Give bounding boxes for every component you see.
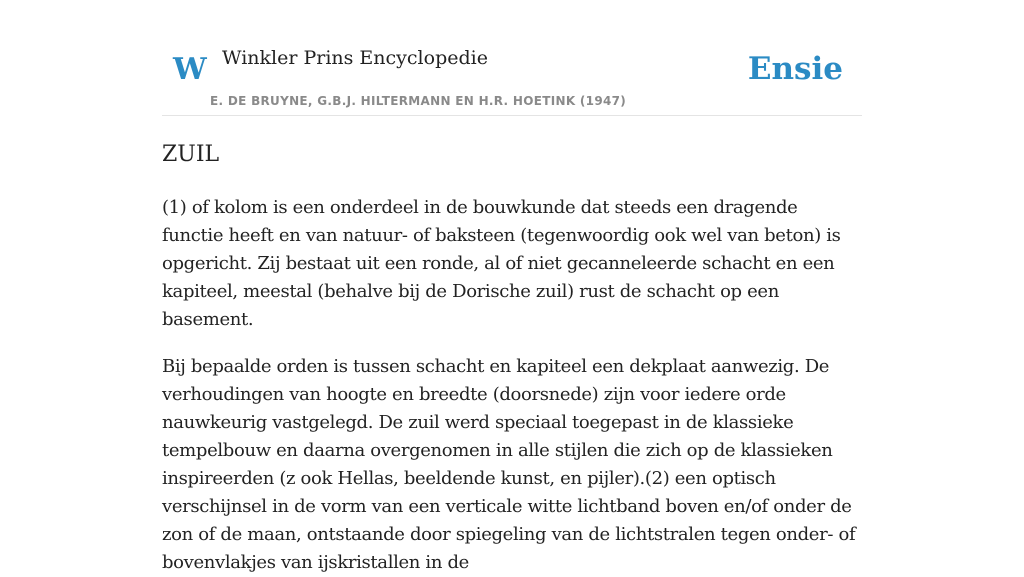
source-title-link[interactable]: Winkler Prins Encyclopedie [222, 47, 488, 69]
ensie-logo-link[interactable]: Ensie [747, 51, 843, 87]
encyclopedia-logo-icon[interactable]: W [173, 52, 207, 87]
entry-body [162, 194, 862, 577]
entry-paragraph: Bij bepaalde orden is tussen schacht en kapiteel een dekplaat aanwezig. De verhoudingen van hoogte en breedte (doorsnede) zijn voor iedere orde nauwkeurig vastgelegd. De zuil werd speciaal toegepast in de klassieke tempelbouw en daarna overgenomen in alle stijlen die zich op de klassieken inspireerden (z ook Hellas, beeldende kunst, en pijler).(2) een optisch verschijnsel in de vorm van een verticale witte lichtband boven en/of onder de zon of de maan, ontstaande door spiegeling van de lichtstralen tegen onder- of bovenvlakjes van ijskristallen in de [162, 356, 856, 573]
entry-title: ZUIL [162, 142, 220, 167]
source-authors: E. DE BRUYNE, G.B.J. HILTERMANN EN H.R. HOETINK (1947) [210, 94, 627, 108]
entry-paragraph: (1) of kolom is een onderdeel in de bouwkunde dat steeds een dragende functie heeft en van natuur- of baksteen (tegenwoordig ook wel van beton) is opgericht. Zij bestaat uit een ronde, al of niet gecanneleerde schacht en een kapiteel, meestal (behalve bij de Dorische zuil) rust de schacht op een basement. [162, 197, 841, 330]
source-header [162, 0, 862, 116]
content-column [162, 0, 862, 577]
